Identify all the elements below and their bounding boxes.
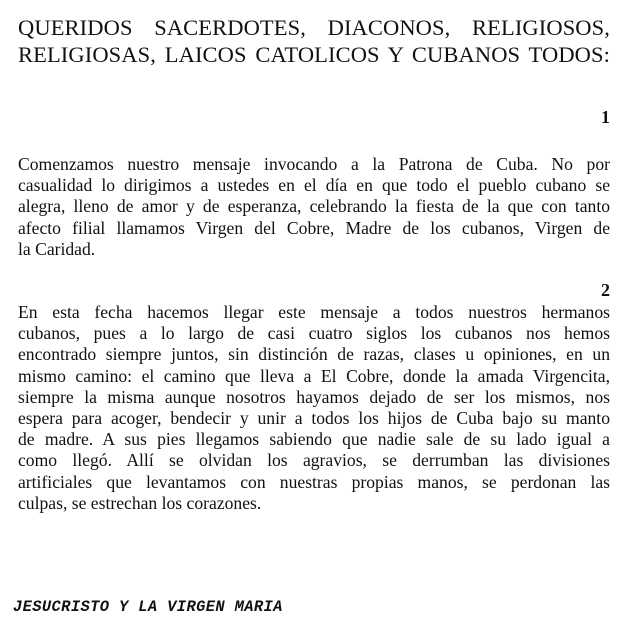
paragraph-2 [18,302,610,514]
paragraph-line: artificiales que levantamos con nuestras propias manos, se perdonan las [18,471,610,492]
paragraph-line: Comenzamos nuestro mensaje invocando a la Patrona de Cuba. No por [18,154,610,174]
paragraph-line: afecto filial llamamos Virgen del Cobre, Madre de los cubanos, Virgen de [18,217,610,238]
paragraph-number: 2 [601,280,610,300]
title-line: RELIGIOSAS, LAICOS CATOLICOS Y CUBANOS TODOS: [18,42,610,67]
paragraph-line: siempre la misma aunque nosotros hayamos dejado de ser los mismos, nos [18,386,610,407]
paragraph-line: espera para acoger, bendecir y unir a todos los hijos de Cuba bajo su manto [18,408,610,429]
paragraph-line: de madre. A sus pies llegamos sabiendo que nadie sale de su lado igual a [18,429,610,450]
paragraph-1 [18,154,610,260]
section-heading: JESUCRISTO Y LA VIRGEN MARIA [13,598,283,616]
paragraph-line: En esta fecha hacemos llegar este mensaje a todos nuestros hermanos [18,302,610,322]
paragraph-line: encontrado siempre juntos, sin distinción de razas, clases u opiniones, en un [18,344,610,365]
title-line: QUERIDOS SACERDOTES, DIACONOS, RELIGIOSOS, [18,15,610,40]
paragraph-number: 1 [601,107,610,127]
paragraph-line: como llegó. Allí se olvidan los agravios, se derrumban las divisiones [18,450,610,471]
document-title [18,14,610,68]
paragraph-line: cubanos, pues a lo largo de casi cuatro siglos los cubanos nos hemos [18,323,610,344]
paragraph-line: casualidad lo dirigimos a ustedes en el día en que todo el pueblo cubano se [18,175,610,196]
paragraph-line: mismo camino: el camino que lleva a El Cobre, donde la amada Virgencita, [18,365,610,386]
paragraph-line: culpas, se estrechan los corazones. [18,492,262,513]
paragraph-line: alegra, lleno de amor y de esperanza, celebrando la fiesta de la que con tanto [18,196,610,217]
paragraph-line: la Caridad. [18,238,96,259]
